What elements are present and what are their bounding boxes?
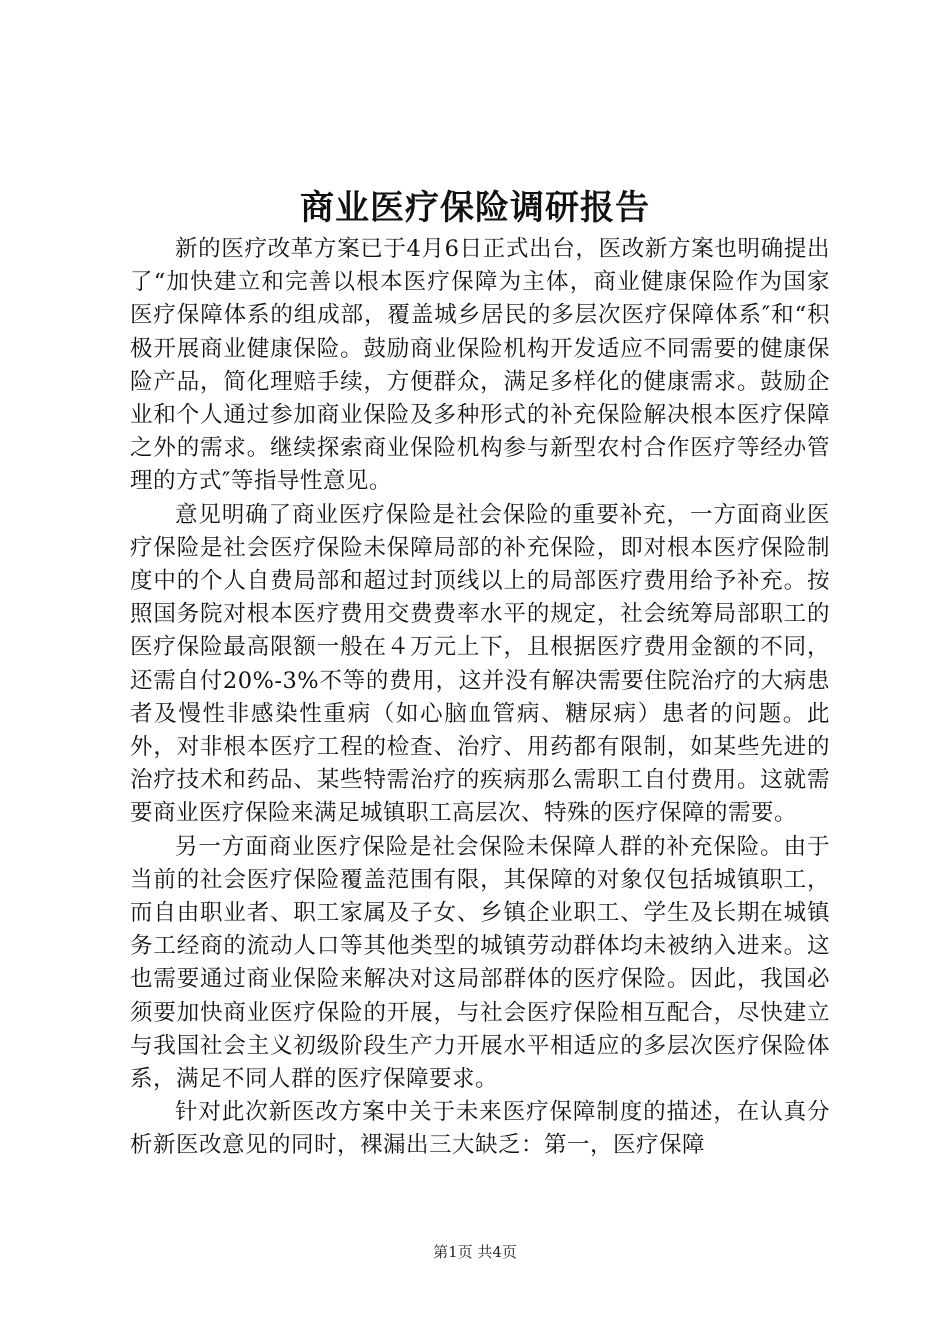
paragraph: 新的医疗改革方案已于4月6日正式出台，医改新方案也明确提出了“加快建立和完善以根本医疗保障为主体，商业健康保险作为国家医疗保障体系的组成部，覆盖城乡居民的多层次医疗保障体系″和“积极开展商业健康保险。鼓励商业保险机构开发适应不同需要的健康保险产品，简化理赔手续，方便群众，满足多样化的健康需求。鼓励企业和个人通过参加商业保险及多种形式的补充保险解决根本医疗保障之外的需求。继续探索商业保险机构参与新型农村合作医疗等经办管理的方式″等指导性意见。: [130, 236, 830, 495]
paragraph: 意见明确了商业医疗保险是社会保险的重要补充，一方面商业医疗保险是社会医疗保险未保障局部的补充保险，即对根本医疗保险制度中的个人自费局部和超过封顶线以上的局部医疗费用给予补充。按照国务院对根本医疗费用交费费率水平的规定，社会统筹局部职工的医疗保险最高限额一般在４万元上下，且根据医疗费用金额的不同，还需自付20%-3%不等的费用，这并没有解决需要住院治疗的大病患者及慢性非感染性重病（如心脑血管病、糖尿病）患者的问题。此外，对非根本医疗工程的检查、治疗、用药都有限制，如某些先进的治疗技术和药品、某些特需治疗的疾病那么需职工自付费用。这就需要商业医疗保险来满足城镇职工高层次、特殊的医疗保障的需要。: [130, 501, 830, 827]
paragraph: 另一方面商业医疗保险是社会保险未保障人群的补充保险。由于当前的社会医疗保险覆盖范围有限，其保障的对象仅包括城镇职工，而自由职业者、职工家属及子女、乡镇企业职工、学生及长期在城镇务工经商的流动人口等其他类型的城镇劳动群体均未被纳入进来。这也需要通过商业保险来解决对这局部群体的医疗保险。因此，我国必须要加快商业医疗保险的开展，与社会医疗保险相互配合，尽快建立与我国社会主义初级阶段生产力开展水平相适应的多层次医疗保险体系，满足不同人群的医疗保障要求。: [130, 833, 830, 1093]
document-body: [130, 233, 830, 1163]
document-title: 商业医疗保险调研报告: [300, 188, 650, 228]
paragraph: 针对此次新医改方案中关于未来医疗保障制度的描述，在认真分析新医改意见的同时，裸漏出三大缺乏：第一，医疗保障: [130, 1099, 830, 1159]
page-number: 第1页 共4页: [433, 1243, 517, 1261]
